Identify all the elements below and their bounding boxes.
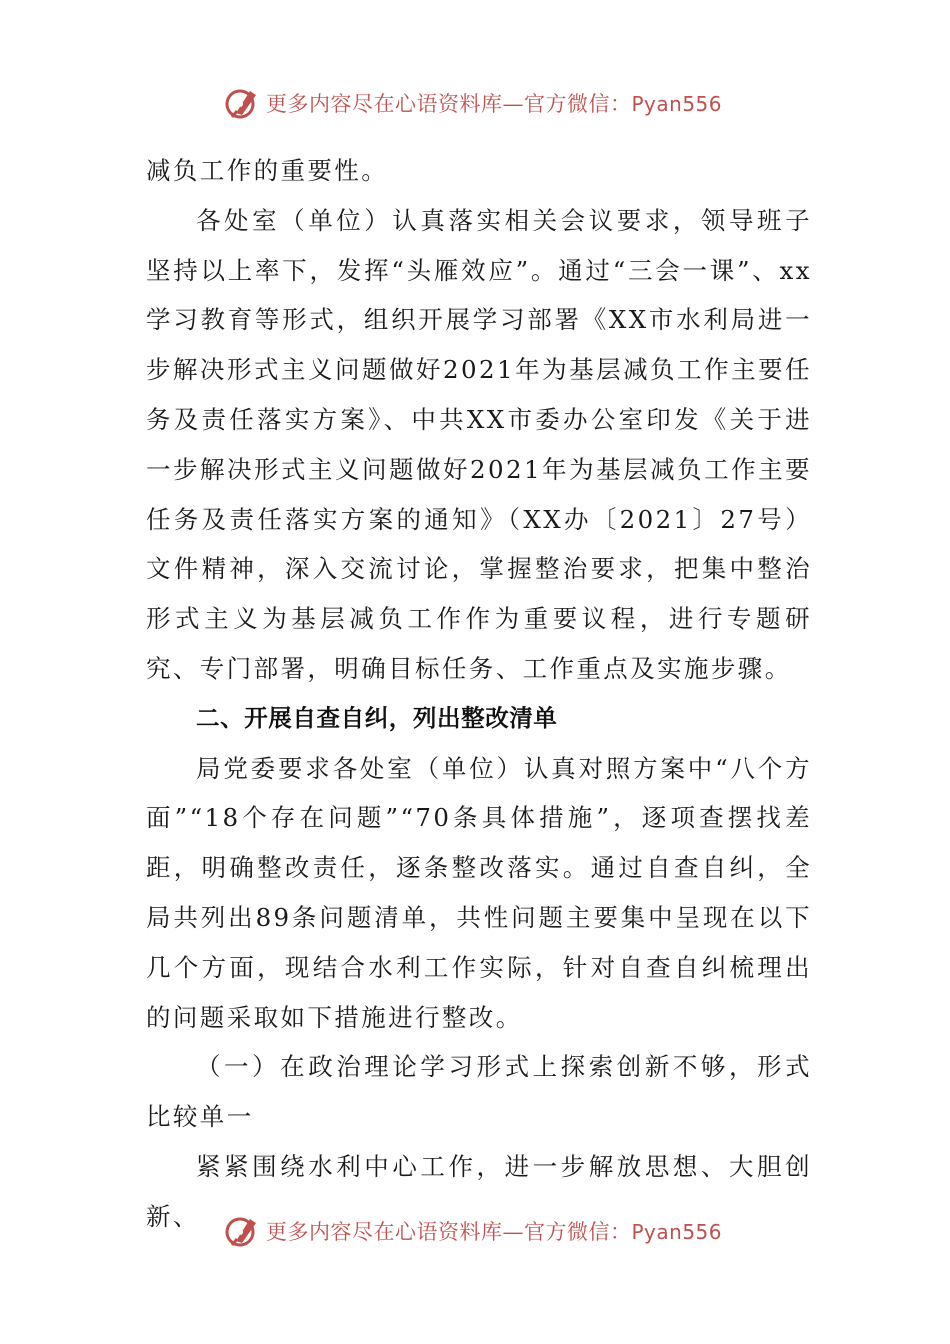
paragraph: 局党委要求各处室（单位）认真对照方案中“八个方面”“18个存在问题”“70条具体措施”，逐项查摆找差距，明确整改责任，逐条整改落实。通过自查自纠，全局共列出89条问题清单，共性问题主要集中呈现在以下几个方面，现结合水利工作实际，针对自查自纠梳理出的问题采取如下措施进行整改。: [146, 753, 812, 1032]
watermark-banner-top: [222, 81, 722, 125]
wechat-id: Pyan556: [631, 1220, 723, 1244]
wechat-id: Pyan556: [631, 92, 723, 116]
paragraph: 各处室（单位）认真落实相关会议要求，领导班子坚持以上率下，发挥“头雁效应”。通过“三会一课”、xx学习教育等形式，组织开展学习部署《XX市水利局进一步解决形式主义问题做好2021年为基层减负工作主要任务及责任落实方案》、中共XX市委办公室印发《关于进一步解决形式主义问题做好2021年为基层减负工作主要任务及责任落实方案的通知》（XX办〔2021〕27号）文件精神，深入交流讨论，掌握整治要求，把集中整治形式主义为基层减负工作作为重要议程，进行专题研究、专门部署，明确目标任务、工作重点及实施步骤。: [146, 205, 812, 683]
subsection-heading: （一）在政治理论学习形式上探索创新不够，形式比较单一: [146, 1052, 812, 1132]
watermark-banner-bottom: [222, 1209, 722, 1253]
paragraph: 紧紧围绕水利中心工作，进一步解放思想、大胆创新、: [146, 1151, 812, 1231]
document-body: [146, 146, 812, 1242]
watermark-text: 更多内容尽在心语资料库—官方微信：Pyan556: [266, 92, 723, 116]
pen-nib-logo-icon: [222, 1211, 262, 1251]
paragraph: 减负工作的重要性。: [146, 156, 389, 185]
watermark-text: 更多内容尽在心语资料库—官方微信：Pyan556: [266, 1220, 723, 1244]
section-heading: 二、开展自查自纠，列出整改清单: [196, 703, 558, 732]
pen-nib-logo-icon: [222, 83, 262, 123]
